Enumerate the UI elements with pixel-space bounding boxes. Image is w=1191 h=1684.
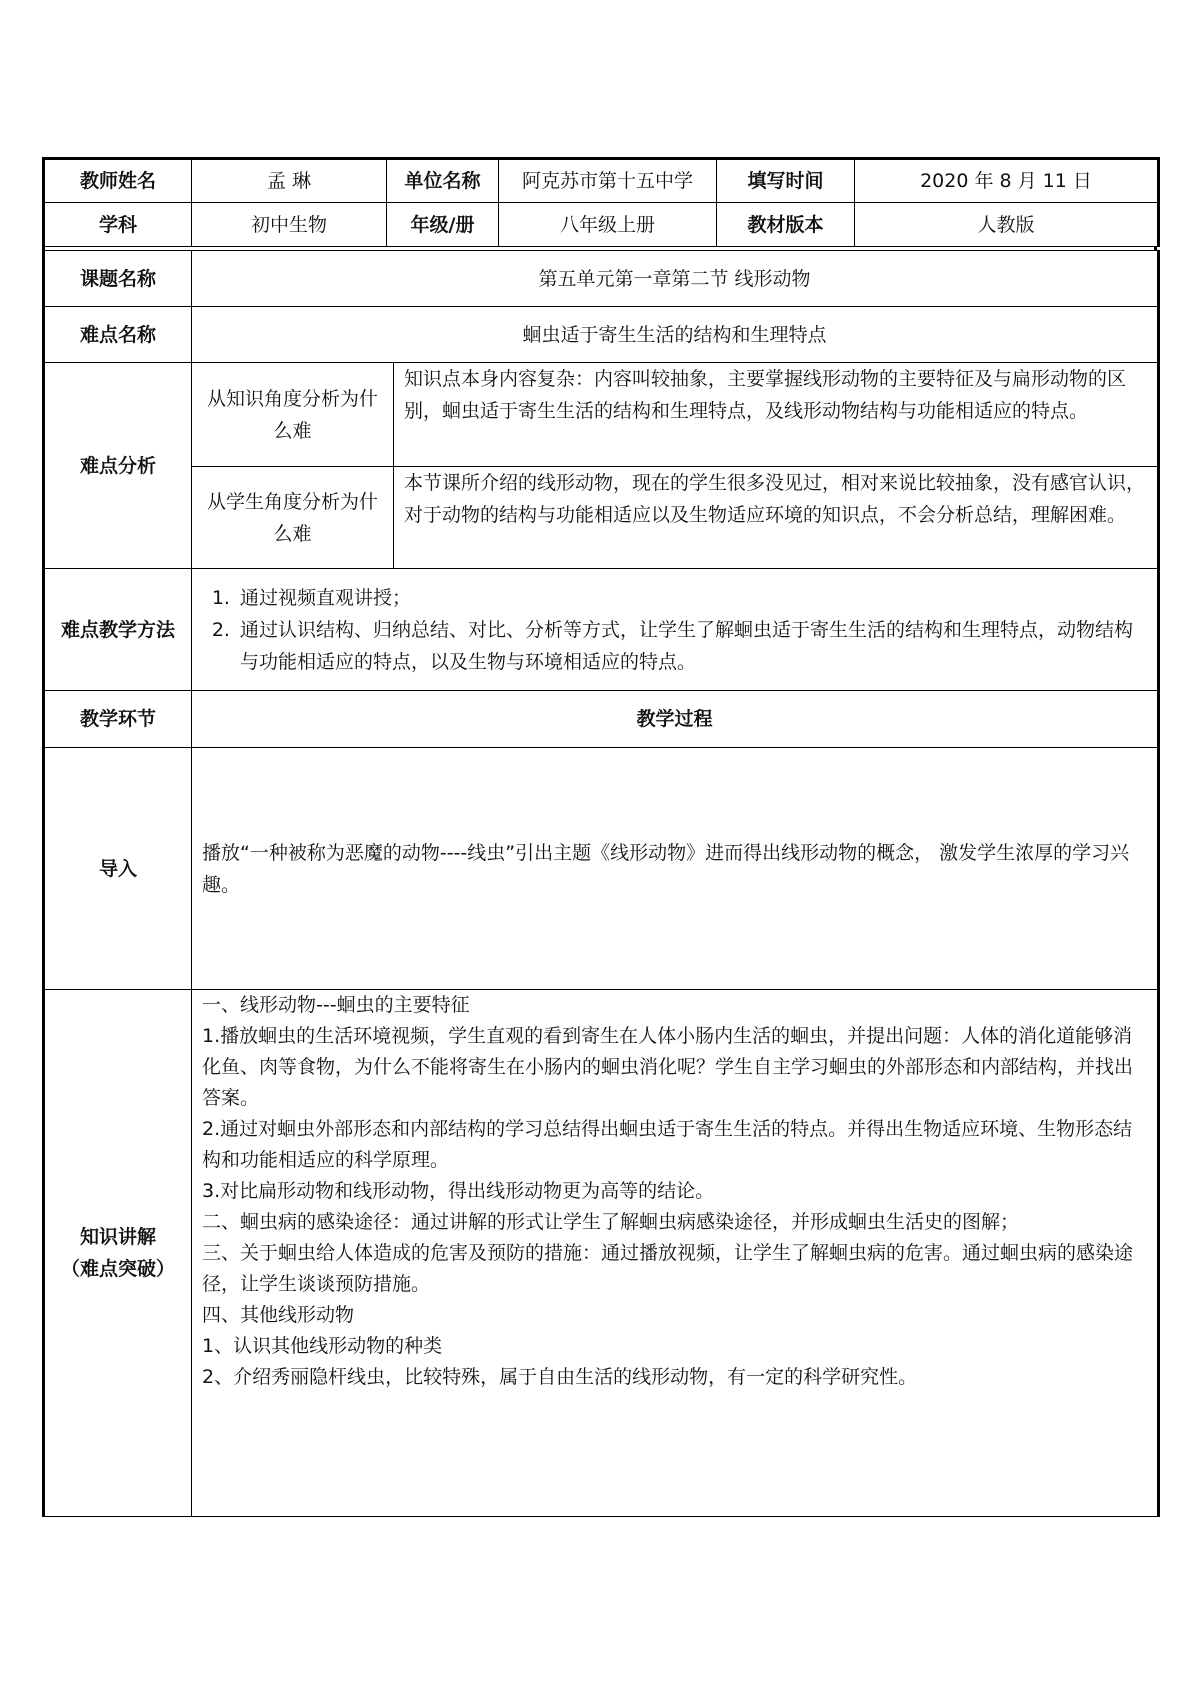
- teacher-name-value: 孟 琳: [192, 159, 387, 203]
- difficulty-label: 难点名称: [44, 307, 192, 363]
- main-table: [42, 250, 1160, 1517]
- knowledge-label: 知识讲解: [79, 1226, 156, 1248]
- knowledge-label-cell: [44, 990, 192, 1517]
- intro-text: 播放“一种被称为恶魔的动物----线虫”引出主题《线形动物》进而得出线形动物的概念， 激发学生浓厚的学习兴趣。: [192, 748, 1159, 990]
- student-angle-label: 从学生角度分析为什么难: [192, 467, 394, 569]
- subject-value: 初中生物: [192, 203, 387, 247]
- teacher-name-label: 教师姓名: [44, 159, 192, 203]
- subject-label: 学科: [44, 203, 192, 247]
- knowledge-line: 四、其他线形动物: [202, 1304, 355, 1326]
- fill-time-value: 2020 年 8 月 11 日: [855, 159, 1159, 203]
- topic-label: 课题名称: [44, 251, 192, 307]
- student-angle-text: 本节课所介绍的线形动物，现在的学生很多没见过，相对来说比较抽象，没有感官认识，对于动物的结构与功能相适应以及生物适应环境的知识点，不会分析总结，理解困难。: [394, 467, 1159, 569]
- knowledge-line: 3.对比扁形动物和线形动物，得出线形动物更为高等的结论。: [202, 1180, 715, 1202]
- unit-name-label: 单位名称: [387, 159, 499, 203]
- lesson-plan-sheet: [42, 157, 1157, 1517]
- knowledge-line: 2、介绍秀丽隐杆线虫，比较特殊，属于自由生活的线形动物，有一定的科学研究性。: [202, 1366, 918, 1388]
- edition-label: 教材版本: [717, 203, 855, 247]
- grade-label: 年级/册: [387, 203, 499, 247]
- method-list: [202, 582, 1147, 678]
- analysis-label: 难点分析: [44, 363, 192, 569]
- method-label: 难点教学方法: [44, 569, 192, 691]
- unit-name-value: 阿克苏市第十五中学: [499, 159, 717, 203]
- stage-header: 教学环节: [44, 691, 192, 748]
- knowledge-line: 一、线形动物---蛔虫的主要特征: [202, 994, 470, 1016]
- knowledge-line: 1.播放蛔虫的生活环境视频，学生直观的看到寄生在人体小肠内生活的蛔虫，并提出问题：人体的消化道能够消化鱼、肉等食物，为什么不能将寄生在小肠内的蛔虫消化呢？学生自主学习蛔虫的外部形态和内部结构，并找出答案。: [202, 1025, 1134, 1109]
- knowledge-line: 2.通过对蛔虫外部形态和内部结构的学习总结得出蛔虫适于寄生生活的特点。并得出生物适应环境、生物形态结构和功能相适应的科学原理。: [202, 1118, 1133, 1171]
- knowledge-angle-text: 知识点本身内容复杂：内容叫较抽象，主要掌握线形动物的主要特征及与扁形动物的区别，蛔虫适于寄生生活的结构和生理特点，及线形动物结构与功能相适应的特点。: [394, 363, 1159, 467]
- method-item: 2. 通过认识结构、归纳总结、对比、分析等方式，让学生了解蛔虫适于寄生生活的结构和生理特点，动物结构与功能相适应的特点，以及生物与环境相适应的特点。: [236, 614, 1147, 678]
- knowledge-angle-label: 从知识角度分析为什么难: [192, 363, 394, 467]
- fill-time-label: 填写时间: [717, 159, 855, 203]
- knowledge-line: 1、认识其他线形动物的种类: [202, 1335, 443, 1357]
- grade-value: 八年级上册: [499, 203, 717, 247]
- edition-value: 人教版: [855, 203, 1159, 247]
- header-table: [42, 157, 1160, 247]
- method-item: 1. 通过视频直观讲授；: [236, 582, 1147, 614]
- process-header: 教学过程: [192, 691, 1159, 748]
- difficulty-value: 蛔虫适于寄生生活的结构和生理特点: [192, 307, 1159, 363]
- knowledge-content: [192, 990, 1159, 1517]
- knowledge-line: 三、关于蛔虫给人体造成的危害及预防的措施：通过播放视频，让学生了解蛔虫病的危害。通过蛔虫病的感染途径，让学生谈谈预防措施。: [202, 1242, 1134, 1295]
- knowledge-sublabel: （难点突破）: [60, 1258, 175, 1280]
- intro-label: 导入: [44, 748, 192, 990]
- knowledge-line: 二、蛔虫病的感染途径：通过讲解的形式让学生了解蛔虫病感染途径，并形成蛔虫生活史的图解；: [202, 1211, 1020, 1233]
- topic-value: 第五单元第一章第二节 线形动物: [192, 251, 1159, 307]
- method-list-cell: [192, 569, 1159, 691]
